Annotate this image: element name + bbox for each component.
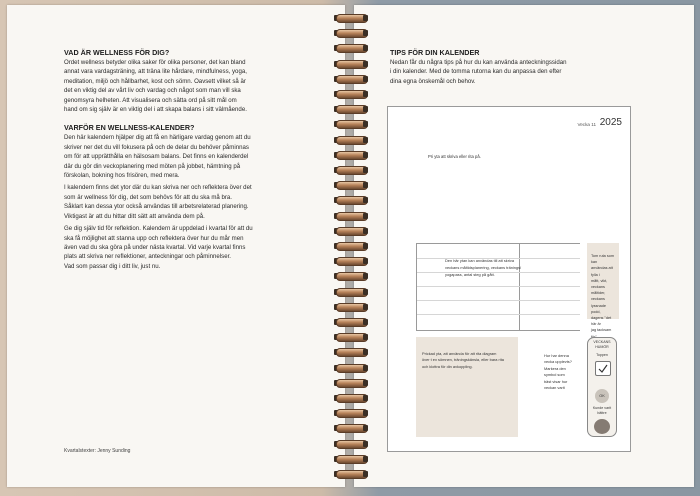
- why-paragraph-1: [64, 133, 296, 180]
- text-line: Viktigast är att du hittar ditt sätt att använda dem på.: [64, 212, 205, 220]
- spiral-coil: [328, 377, 374, 389]
- text-line: om för att upprätthålla en hälsosam balans. Det finns en kalenderdel: [64, 153, 249, 161]
- text-line: meditation, miljö och hållbarhet, kost och sömn. Oavsett vilket så är: [64, 77, 246, 85]
- spiral-coil: [328, 362, 374, 374]
- text-line: Ge dig själv tid för reflektion. Kalendern är uppdelad i kvartal för att du: [64, 225, 253, 233]
- text-line: Vad som passar dig i ditt liv, just nu.: [64, 262, 161, 270]
- text-line: hand om sig själv är en viktig del i att skapa balans i sitt välmående.: [64, 106, 247, 114]
- checkmark-icon: [596, 362, 610, 375]
- text-line: I kalendern finns det ytor där du kan skriva ner och reflektera över det: [64, 184, 252, 192]
- note-line: över t ex sömnen, träningskänsla, eller bara rita: [422, 357, 504, 363]
- wellness-paragraph: [64, 58, 296, 114]
- spiral-coil: [328, 392, 374, 404]
- empty-box: [587, 243, 619, 333]
- free-area-note: Pri yta att skriva eller rita på.: [428, 154, 481, 159]
- right-text-column: [390, 48, 646, 86]
- spiral-coil: [328, 346, 374, 358]
- mood-label-line: bättre: [597, 411, 607, 415]
- spiral-coil: [328, 270, 374, 282]
- text-line: Ordet wellness betyder olika saker för olika personer, det kan bland: [64, 59, 246, 66]
- sample-notes-page: [387, 106, 631, 452]
- credit-text: Kvartalstexter: Jenny Sunding: [64, 448, 131, 454]
- spiral-coil: [328, 225, 374, 237]
- mood-title-line: VECKANS: [593, 340, 611, 344]
- text-line: förskolan, bokning hos frisören, med mera.: [64, 172, 180, 180]
- note-line: dagens "det här är: [591, 316, 612, 327]
- spiral-coil: [328, 12, 374, 24]
- spiral-coil: [328, 103, 374, 115]
- note-line: Markera den: [544, 365, 566, 371]
- text-line: dina egna önskemål och behov.: [390, 77, 476, 85]
- note-line: jag tacksam: [591, 328, 612, 333]
- check-box[interactable]: [595, 361, 611, 376]
- spiral-coil: [328, 407, 374, 419]
- note-line: mått, vikt, veckans: [591, 278, 608, 290]
- mood-tracker: [587, 337, 617, 437]
- text-line: Såklart kan dessa ytor också användas till arbetsrelaterad planering.: [64, 203, 249, 211]
- spiral-coil: [328, 301, 374, 313]
- why-paragraph-3: [64, 224, 296, 271]
- spiral-coil: [328, 210, 374, 222]
- mood-label-line: Kunde varit: [592, 406, 612, 410]
- note-line: Den här ytan kan användas till att skriva: [445, 258, 514, 263]
- spiral-coil: [328, 164, 374, 176]
- text-line: annat vara vardagsträning, att träna lite hårdare, mindfulness, yoga,: [64, 68, 247, 76]
- mood-top-label: Toppen: [596, 353, 608, 357]
- spiral-coil: [328, 118, 374, 130]
- spiral-coil: [328, 88, 374, 100]
- dotted-box-note: [422, 351, 512, 370]
- year-label: 2025: [599, 117, 622, 128]
- text-line: Nedan får du några tips på hur du kan använda anteckningssidan: [390, 59, 567, 66]
- text-line: ska få möjlighet att stanna upp och reflektera över hur du mår men: [64, 234, 244, 242]
- note-line: yogapass, antal steg på gått.: [445, 272, 495, 277]
- note-line: måltider, veckans: [591, 291, 606, 302]
- text-line: där du gör din veckoplanering med möten på jobbet, hämtning på: [64, 162, 241, 170]
- heading-wellness: VAD ÄR WELLNESS FÖR DIG?: [64, 48, 170, 57]
- spiral-coil: [328, 42, 374, 54]
- spiral-binding: [328, 12, 374, 484]
- spiral-coil: [328, 134, 374, 146]
- spiral-coil: [328, 255, 374, 267]
- note-line: lyssnade podd,: [591, 303, 606, 314]
- spiral-coil: [328, 179, 374, 191]
- text-line: som är wellness för dig, det som behövs för att du ska må bra.: [64, 193, 232, 201]
- text-line: i din kalender. Med de tomma rutorna kan du anpassa den efter: [390, 68, 562, 76]
- note-line: vecka upplevts?: [544, 359, 572, 365]
- text-line: det en viktig del av vårt liv och vardag och något som man vill ska: [64, 87, 241, 95]
- spiral-coil: [328, 331, 374, 343]
- why-paragraph-2: [64, 183, 296, 221]
- spiral-coil: [328, 240, 374, 252]
- note-line: Hur har denna: [544, 353, 569, 358]
- spiral-coil: [328, 453, 374, 465]
- lined-box-note: [445, 257, 563, 278]
- tips-paragraph: [390, 58, 646, 86]
- text-line: även vad du ska göra på under nästa kvartal. Vid varje kvartal finns: [64, 243, 246, 251]
- mood-bad-circle[interactable]: [594, 419, 610, 434]
- heading-tips: TIPS FÖR DIN KALENDER: [390, 48, 480, 57]
- spiral-coil: [328, 422, 374, 434]
- text-line: Den här kalendern hjälper dig att få en härligare vardag genom att du: [64, 134, 251, 142]
- note-line: veckan varit: [544, 385, 565, 391]
- spiral-coil: [328, 27, 374, 39]
- heading-why-calendar: VARFÖR EN WELLNESS-KALENDER?: [64, 123, 195, 133]
- note-line: användas att fylla i: [591, 266, 613, 277]
- spiral-coil: [328, 286, 374, 298]
- dotted-box: [416, 337, 518, 437]
- note-line: Tom ruta som kan: [591, 254, 614, 265]
- note-line: bäst visar hur: [544, 378, 568, 384]
- week-label: Vecka 11: [577, 122, 596, 127]
- spiral-coil: [328, 73, 374, 85]
- spiral-coil: [328, 58, 374, 70]
- spiral-coil: [328, 438, 374, 450]
- mood-bottom-label: [588, 406, 616, 416]
- text-line: plats att skriva ner reflektioner, anteckningar och påminnelser.: [64, 253, 231, 261]
- note-line: och klottra för din avkoppling.: [422, 363, 473, 369]
- mood-ok-circle[interactable]: OK: [595, 389, 609, 403]
- spiral-coil: [328, 316, 374, 328]
- left-text-column: [64, 48, 296, 274]
- mood-question: [544, 353, 584, 391]
- note-line: symbol som: [544, 372, 565, 378]
- text-line: skriver ner det du vill fokusera på och de delar du behöver påminnas: [64, 143, 249, 151]
- note-line: Prickad yta, att använda för att rita diagram: [422, 351, 497, 356]
- spiral-coil: [328, 149, 374, 161]
- spiral-coil: [328, 468, 374, 480]
- mood-title-line: HUMÖR: [595, 345, 609, 349]
- spiral-coil: [328, 194, 374, 206]
- note-line: veckans måltidsplanering, veckans tränings/: [445, 265, 522, 270]
- text-line: genomsyra helheten. Att visualisera och sätta ord på sitt mål om: [64, 96, 237, 104]
- empty-box-note: [591, 253, 615, 340]
- mood-title: [588, 340, 616, 350]
